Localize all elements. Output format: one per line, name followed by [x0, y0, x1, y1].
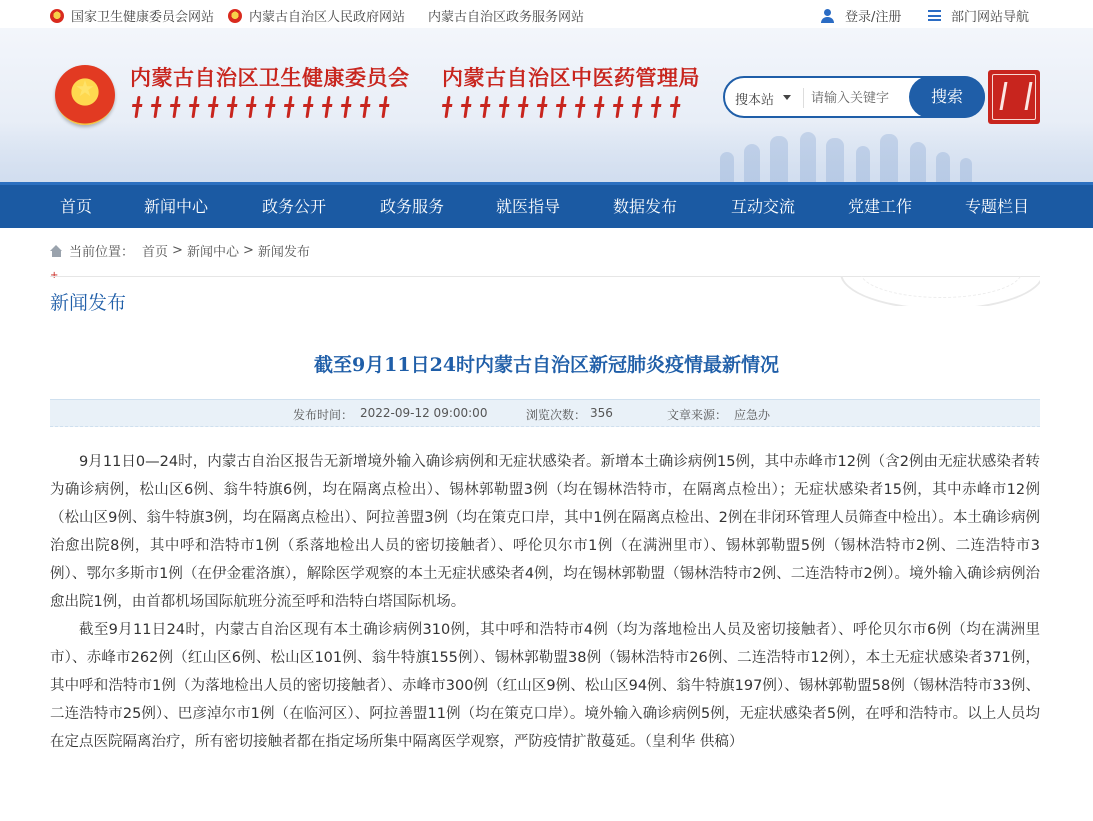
chevron-down-icon[interactable] — [783, 95, 791, 100]
article-paragraph: 9月11日0—24时，内蒙古自治区报告无新增境外输入确诊病例和无症状感染者。新增本土确诊病例15例，其中赤峰市12例（含2例由无症状感染者转为确诊病例，松山区6例、翁牛特旗6例，均在隔离点检出）、锡林郭勒盟3例（均在锡林浩特市，在隔离点检出）；无症状感染者15例，其中赤峰市12例（松山区9例、翁牛特旗3例，均在隔离点检出）、阿拉善盟3例（均在策克口岸，其中1例在隔离点检出、2例在非闭环管理人员筛查中检出）。本土确诊病例治愈出院8例，其中呼和浩特市1例（系落地检出人员的密切接触者）、呼伦贝尔市1例（在满洲里市）、锡林郭勒盟5例（锡林浩特市2例、二连浩特市3例）、鄂尔多斯市1例（在伊金霍洛旗），解除医学观察的本土无症状感染者4例，均在锡林郭勒盟（锡林浩特市2例、二连浩特市2例）。境外输入确诊病例治愈出院1例，由首都机场国际航班分流至呼和浩特白塔国际机场。 — [50, 454, 1040, 610]
views-label: 浏览次数： — [526, 408, 587, 422]
nav-item-party-building[interactable]: 党建工作 — [848, 197, 913, 216]
gov-link[interactable] — [228, 6, 405, 25]
breadcrumb-separator: > — [242, 243, 254, 258]
article-paragraph: 截至9月11日24时，内蒙古自治区现有本土确诊病例310例，其中呼和浩特市4例（均为落地检出人员及密切接触者）、呼伦贝尔市6例（均在满洲里市）、赤峰市262例（红山区6例、松山区101例、翁牛特旗155例）、锡林郭勒盟38例（锡林浩特市26例、二连浩特市12例），本土无症状感染者371例，其中呼和浩特市1例（为落地检出人员的密切接触者）、赤峰市300例（红山区9例、松山区94例、翁牛特旗197例）、锡林郭勒盟58例（锡林浩特市33例、二连浩特市25例）、巴彦淖尔市1例（在临河区）、阿拉善盟11例（均在策克口岸）。境外输入确诊病例5例，无症状感染者5例，在呼和浩特市。以上人员均在定点医院隔离治疗，所有密切接触者都在指定场所集中隔离医学观察，严防疫情扩散蔓延。（皇利华 供稿） — [50, 622, 1040, 750]
breadcrumb-news[interactable]: 新闻中心 — [186, 245, 239, 260]
login-link[interactable] — [821, 6, 901, 25]
gov-link-label: 内蒙古自治区人民政府网站 — [249, 10, 406, 25]
article-meta-bar — [50, 399, 1040, 427]
nav-item-special-topics[interactable]: 专题栏目 — [965, 197, 1030, 216]
nav-item-medical-guide[interactable]: 就医指导 — [496, 197, 561, 216]
national-emblem-logo[interactable] — [55, 65, 115, 125]
user-icon — [821, 9, 835, 23]
service-link[interactable] — [428, 6, 584, 25]
article-title: 截至9月11日24时内蒙古自治区新冠肺炎疫情最新情况 — [313, 354, 780, 376]
top-links-bar — [0, 0, 1093, 28]
mongolian-script-2 — [446, 96, 693, 126]
emblem-icon — [50, 9, 64, 23]
breadcrumb — [50, 241, 310, 260]
dept-nav-label: 部门网站导航 — [951, 10, 1030, 25]
nav-item-news[interactable]: 新闻中心 — [144, 197, 209, 216]
seal-logo — [988, 70, 1040, 124]
nav-item-interaction[interactable]: 互动交流 — [731, 197, 796, 216]
publish-time: 2022-09-12 09:00:00 — [360, 406, 488, 420]
search-box — [723, 76, 985, 118]
home-icon — [50, 245, 63, 257]
nhc-link-label: 国家卫生健康委员会网站 — [71, 10, 215, 25]
nav-item-data-release[interactable]: 数据发布 — [613, 197, 678, 216]
publish-time-label: 发布时间： — [293, 408, 354, 422]
org-name-tcm-bureau: 内蒙古自治区中医药管理局 — [442, 65, 700, 90]
search-button[interactable]: 搜索 — [909, 76, 985, 118]
mongolian-script-1 — [136, 96, 402, 126]
nav-item-gov-affairs[interactable]: 政务公开 — [262, 197, 327, 216]
section-title: 新闻发布 — [50, 292, 127, 314]
service-link-label: 内蒙古自治区政务服务网站 — [428, 10, 585, 25]
nhc-link[interactable] — [50, 6, 214, 25]
article-body — [50, 448, 1040, 756]
breadcrumb-label: 当前位置： — [69, 245, 135, 260]
people-silhouette-decoration — [720, 128, 990, 182]
emblem-icon — [228, 9, 242, 23]
source-label: 文章来源： — [667, 408, 728, 422]
search-scope-select[interactable]: 搜本站 — [735, 93, 775, 108]
views-count: 356 — [590, 406, 613, 420]
breadcrumb-home[interactable]: 首页 — [142, 245, 169, 260]
search-input[interactable] — [811, 87, 907, 109]
menu-icon — [928, 10, 941, 21]
search-divider — [803, 88, 804, 108]
login-label: 登录/注册 — [845, 10, 902, 25]
decorative-pattern — [840, 276, 1040, 306]
breadcrumb-current[interactable]: 新闻发布 — [257, 245, 310, 260]
org-name-health-commission: 内蒙古自治区卫生健康委员会 — [130, 65, 410, 90]
article-source: 应急办 — [734, 408, 771, 422]
nav-item-gov-services[interactable]: 政务服务 — [380, 197, 445, 216]
dept-nav-link[interactable] — [928, 6, 1029, 25]
nav-item-home[interactable]: 首页 — [60, 197, 93, 216]
breadcrumb-separator: > — [172, 243, 183, 258]
main-nav — [0, 182, 1093, 228]
